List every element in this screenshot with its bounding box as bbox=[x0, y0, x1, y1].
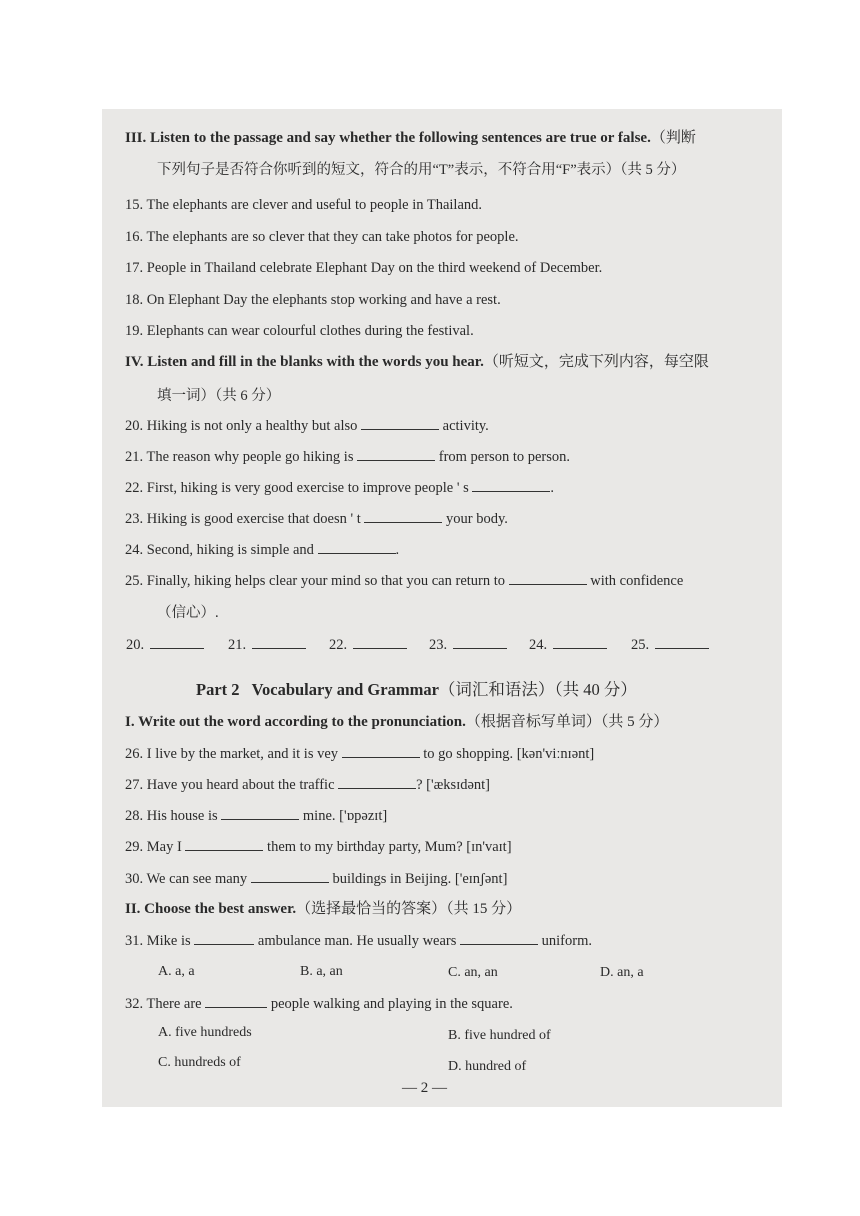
question-17: 17. People in Thailand celebrate Elephant Day on the third weekend of December. bbox=[125, 260, 603, 276]
answer-blank[interactable] bbox=[221, 807, 299, 820]
answer-blank[interactable] bbox=[460, 932, 538, 945]
question-24-text: 24. Second, hiking is simple and bbox=[125, 542, 314, 558]
option-31-b[interactable]: B. a, an bbox=[300, 964, 343, 979]
page-number: — 2 — bbox=[402, 1080, 447, 1096]
question-23-end: your body. bbox=[446, 511, 508, 527]
question-32-text: 32. There are bbox=[125, 996, 202, 1012]
answer-blank[interactable] bbox=[553, 636, 607, 649]
question-28-text: 28. His house is bbox=[125, 808, 218, 824]
answer-22 bbox=[329, 636, 407, 654]
answer-20 bbox=[126, 636, 204, 654]
question-27 bbox=[125, 776, 490, 794]
question-20-text: 20. Hiking is not only a healthy but also bbox=[125, 418, 358, 434]
section-iii-heading-en: III. Listen to the passage and say whether the following sentences are true or false. bbox=[125, 130, 651, 146]
question-28-end: mine. ['ɒpəzɪt] bbox=[302, 808, 388, 824]
answer-25 bbox=[631, 636, 709, 654]
answer-blank[interactable] bbox=[251, 870, 329, 883]
question-26-text: 26. I live by the market, and it is vey bbox=[125, 746, 339, 762]
answer-blank[interactable] bbox=[342, 745, 420, 758]
answer-23 bbox=[429, 636, 507, 654]
part-2-title-cn: （词汇和语法）（共 40 分） bbox=[438, 680, 637, 699]
question-19: 19. Elephants can wear colourful clothes during the festival. bbox=[125, 323, 474, 339]
answer-blank[interactable] bbox=[205, 995, 267, 1008]
question-28 bbox=[125, 807, 387, 825]
question-21-text: 21. The reason why people go hiking is bbox=[125, 449, 354, 465]
option-31-d[interactable]: D. an, a bbox=[600, 965, 644, 980]
question-32-end: people walking and playing in the square. bbox=[270, 996, 513, 1012]
question-29 bbox=[125, 838, 512, 856]
answer-label: 24. bbox=[529, 637, 548, 653]
question-24-end: . bbox=[395, 542, 400, 558]
part-2-title bbox=[196, 681, 637, 699]
question-18: 18. On Elephant Day the elephants stop working and have a rest. bbox=[125, 292, 501, 308]
answer-blank[interactable] bbox=[150, 636, 204, 649]
question-21 bbox=[125, 448, 570, 466]
answer-label: 23. bbox=[429, 637, 448, 653]
section-iii-heading bbox=[125, 129, 696, 147]
option-31-c[interactable]: C. an, an bbox=[448, 965, 498, 980]
question-27-text: 27. Have you heard about the traffic bbox=[125, 777, 335, 793]
option-32-d[interactable]: D. hundred of bbox=[448, 1059, 527, 1074]
section-iii-instruction: 下列句子是否符合你听到的短文，符合的用“T”表示，不符合用“F”表示）（共 5 分） bbox=[157, 162, 686, 178]
answer-blank[interactable] bbox=[453, 636, 507, 649]
answer-blank[interactable] bbox=[338, 776, 416, 789]
answer-24 bbox=[529, 636, 607, 654]
section-iii-heading-cn: （判断 bbox=[650, 130, 696, 146]
question-31-text: 31. Mike is bbox=[125, 933, 191, 949]
option-32-c[interactable]: C. hundreds of bbox=[158, 1055, 241, 1070]
question-22 bbox=[125, 479, 554, 497]
question-29-text: 29. May I bbox=[125, 839, 182, 855]
question-31-end: uniform. bbox=[541, 933, 592, 949]
part-2-section-ii-heading-cn: （选择最恰当的答案）（共 15 分） bbox=[296, 901, 522, 917]
answer-blank[interactable] bbox=[194, 932, 254, 945]
answer-label: 25. bbox=[631, 637, 650, 653]
question-22-text: 22. First, hiking is very good exercise to improve people ' s bbox=[125, 480, 469, 496]
question-25 bbox=[125, 572, 683, 590]
question-20 bbox=[125, 417, 489, 435]
question-23 bbox=[125, 510, 508, 528]
part-2-section-i-heading-cn: （根据音标写单词）（共 5 分） bbox=[465, 714, 669, 730]
section-iv-heading bbox=[125, 353, 709, 371]
question-32 bbox=[125, 995, 513, 1013]
question-16: 16. The elephants are so clever that they can take photos for people. bbox=[125, 229, 519, 245]
answer-label: 21. bbox=[228, 637, 247, 653]
option-32-b[interactable]: B. five hundred of bbox=[448, 1028, 551, 1043]
section-iv-heading-en: IV. Listen and fill in the blanks with the words you hear. bbox=[125, 354, 484, 370]
question-29-end: them to my birthday party, Mum? [ɪn'vaɪt] bbox=[267, 839, 512, 855]
answer-21 bbox=[228, 636, 306, 654]
question-30-end: buildings in Beijing. ['eɪnʃənt] bbox=[332, 871, 508, 887]
question-30 bbox=[125, 870, 507, 888]
question-24 bbox=[125, 541, 399, 559]
answer-blank[interactable] bbox=[361, 417, 439, 430]
option-31-a[interactable]: A. a, a bbox=[158, 964, 195, 979]
question-21-end: from person to person. bbox=[438, 449, 571, 465]
question-23-text: 23. Hiking is good exercise that doesn ' t bbox=[125, 511, 361, 527]
option-32-a[interactable]: A. five hundreds bbox=[158, 1025, 252, 1040]
question-22-end: . bbox=[550, 480, 554, 496]
question-26-end: to go shopping. [kən'viːnɪənt] bbox=[423, 746, 595, 762]
question-20-end: activity. bbox=[442, 418, 489, 434]
answer-blank[interactable] bbox=[364, 510, 442, 523]
answer-label: 20. bbox=[126, 637, 145, 653]
answer-blank[interactable] bbox=[357, 448, 435, 461]
section-iv-heading-cn: （听短文，完成下列内容，每空限 bbox=[483, 354, 709, 370]
part-2-section-ii-heading-en: II. Choose the best answer. bbox=[125, 901, 297, 917]
question-15: 15. The elephants are clever and useful to people in Thailand. bbox=[125, 197, 483, 213]
part-2-title-en: Part 2 Vocabulary and Grammar bbox=[196, 680, 439, 699]
question-25-note: （信心）. bbox=[157, 605, 219, 621]
answer-label: 22. bbox=[329, 637, 348, 653]
question-26 bbox=[125, 745, 594, 763]
question-31-mid: ambulance man. He usually wears bbox=[257, 933, 457, 949]
exam-page bbox=[102, 109, 782, 1107]
question-31 bbox=[125, 932, 592, 950]
part-2-section-i-heading-en: I. Write out the word according to the pronunciation. bbox=[125, 714, 466, 730]
part-2-section-i-heading bbox=[125, 713, 668, 731]
answer-blank[interactable] bbox=[472, 479, 550, 492]
part-2-section-ii-heading bbox=[125, 900, 521, 918]
answer-blank[interactable] bbox=[655, 636, 709, 649]
answer-blank[interactable] bbox=[509, 572, 587, 585]
question-27-end: ? ['æksɪdənt] bbox=[416, 777, 491, 793]
question-25-end: with confidence bbox=[590, 573, 684, 589]
question-30-text: 30. We can see many bbox=[125, 871, 248, 887]
answer-blank[interactable] bbox=[318, 541, 396, 554]
answer-blank[interactable] bbox=[353, 636, 407, 649]
answer-blank[interactable] bbox=[185, 838, 263, 851]
question-25-text: 25. Finally, hiking helps clear your mind so that you can return to bbox=[125, 573, 506, 589]
section-iv-instruction: 填一词）（共 6 分） bbox=[157, 388, 281, 404]
answer-blank[interactable] bbox=[252, 636, 306, 649]
